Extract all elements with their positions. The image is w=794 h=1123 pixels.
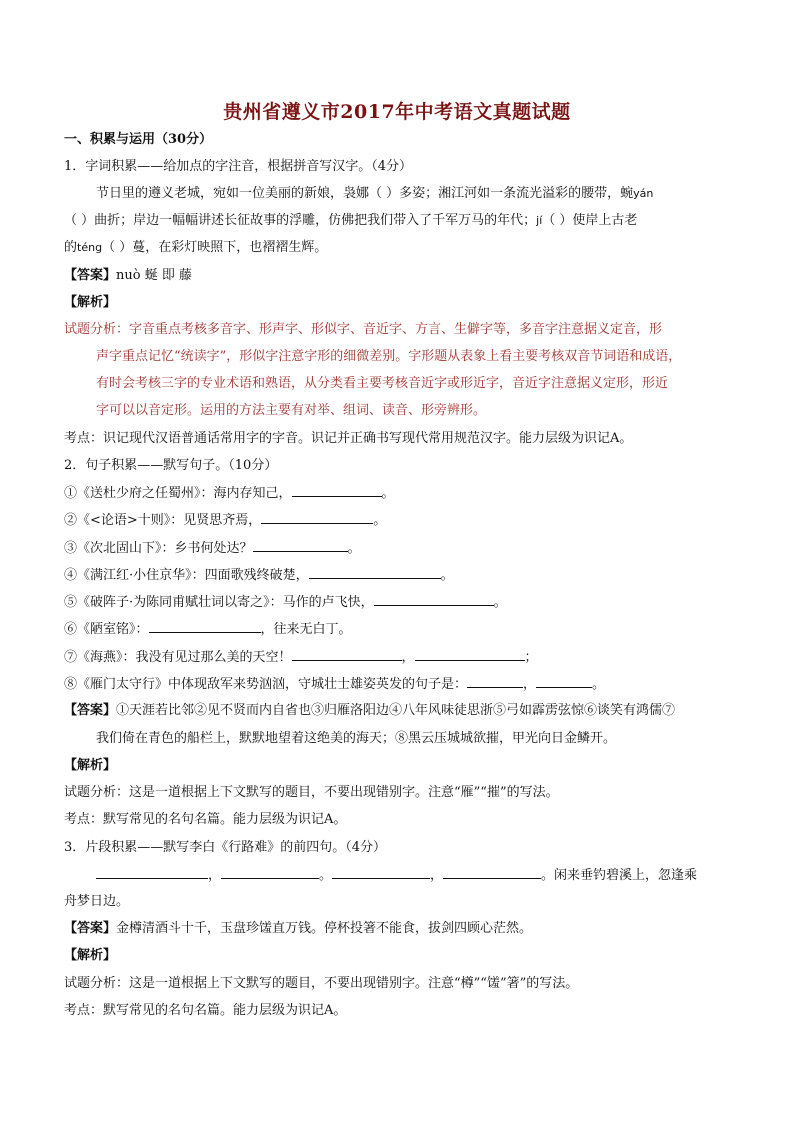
answer-blank[interactable] bbox=[374, 593, 494, 606]
answer-text: ①天涯若比邻②见不贤而内自省也③归雁洛阳边④八年风味徒思浙⑤弓如霹雳弦惊⑥谈笑有鸿儒⑦ bbox=[116, 703, 676, 718]
answer-blank[interactable] bbox=[96, 866, 208, 879]
analysis-text: 试题分析：这是一道根据上下文默写的题目，不要出现错别字。注意“雁”“摧”的写法。 bbox=[64, 785, 559, 800]
pinyin: jí bbox=[536, 214, 543, 227]
item-text: 。 bbox=[373, 513, 387, 528]
item-text: 。 bbox=[440, 568, 454, 583]
exam-point: 考点：默写常见的名句名篇。能力层级为识记A。 bbox=[64, 812, 347, 827]
item-text: ⑧《雁门太守行》中体现敌军来势汹汹，守城壮士雄姿英发的句子是： bbox=[64, 677, 468, 692]
pinyin: yán bbox=[633, 187, 654, 200]
answer-blank[interactable] bbox=[309, 566, 441, 579]
passage-text: （ ）蔓，在彩灯映照下，也褶褶生辉。 bbox=[102, 240, 328, 255]
item-text: 。 bbox=[319, 868, 333, 883]
exam-point: 考点：默写常见的名句名篇。能力层级为识记A。 bbox=[64, 1003, 347, 1018]
analysis-label: 【解析】 bbox=[64, 948, 117, 963]
item-text: ，往来无白丁。 bbox=[260, 622, 352, 637]
item-text: ， bbox=[430, 868, 444, 883]
answer-blank[interactable] bbox=[332, 866, 430, 879]
q1-passage-line bbox=[64, 239, 327, 257]
answer-text: 金樽清酒斗十千，玉盘珍馐直万钱。停杯投箸不能食，拔剑四顾心茫然。 bbox=[116, 921, 533, 936]
q2-item bbox=[64, 593, 507, 612]
item-text: ②《<论语>十则》：见贤思齐焉， bbox=[64, 513, 262, 528]
analysis-text: 有时会考核三字的专业术语和熟语，从分类看主要考核音近字或形近字，音近字注意据义定形，形近 bbox=[96, 376, 669, 391]
q3-blanks-line bbox=[96, 866, 697, 885]
exam-point: 考点：识记现代汉语普通话常用字的字音。识记并正确书写现代常用规范汉字。能力层级为识记A。 bbox=[64, 431, 633, 446]
analysis-text: 声字重点记忆“统读字”，形似字注意字形的细微差别。字形题从表象上看主要考核双音节词语和成语， bbox=[96, 349, 682, 364]
item-text: ， bbox=[208, 868, 222, 883]
answer-label: 【答案】 bbox=[64, 703, 117, 718]
answer-blank[interactable] bbox=[467, 675, 523, 688]
q2-answer bbox=[64, 702, 675, 720]
q3-line: 舟梦日边。 bbox=[64, 894, 130, 909]
item-text: ③《次北固山下》：乡书何处达？ bbox=[64, 541, 253, 556]
answer-text: 我们倚在青色的船栏上，默默地望着这绝美的海天；⑧黑云压城城欲摧，甲光向日金鳞开。 bbox=[96, 731, 617, 746]
q2-item bbox=[64, 675, 605, 694]
answer-blank[interactable] bbox=[149, 620, 261, 633]
item-text: ； bbox=[524, 650, 538, 665]
item-text: 。 bbox=[493, 595, 507, 610]
q3-stem: 3．片段积累——默写李白《行路难》的前四句。（4分） bbox=[64, 840, 387, 855]
answer-blank[interactable] bbox=[261, 511, 373, 524]
answer-blank[interactable] bbox=[292, 648, 402, 661]
q1-passage-line bbox=[64, 212, 637, 230]
passage-text: （ ）曲折；岸边一幅幅讲述长征故事的浮雕，仿佛把我们带入了千军万马的年代； bbox=[64, 213, 537, 228]
answer-label: 【答案】 bbox=[64, 268, 117, 283]
analysis-text: 字可以以音定形。运用的方法主要有对举、组词、读音、形旁辨形。 bbox=[96, 403, 487, 418]
answer-blank[interactable] bbox=[253, 539, 348, 552]
answer-blank[interactable] bbox=[292, 484, 382, 497]
analysis-label: 【解析】 bbox=[64, 758, 117, 773]
q2-stem: 2．句子积累——默写句子。（10分） bbox=[64, 458, 278, 473]
q2-item bbox=[64, 484, 395, 503]
item-text: 。 bbox=[347, 541, 361, 556]
q2-item bbox=[64, 511, 386, 530]
q3-answer bbox=[64, 920, 532, 938]
analysis-label: 【解析】 bbox=[64, 295, 117, 310]
answer-label: 【答案】 bbox=[64, 921, 117, 936]
item-text: 。闲来垂钓碧溪上，忽逢乘 bbox=[541, 868, 698, 883]
item-text: ， bbox=[401, 650, 415, 665]
analysis-text: 试题分析：这是一道根据上下文默写的题目，不要出现错别字。注意“樽”“馐”箸”的写法。 bbox=[64, 976, 579, 991]
q1-stem: 1．字词积累——给加点的字注音，根据拼音写汉字。（4分） bbox=[64, 159, 413, 174]
q2-item bbox=[64, 648, 538, 667]
item-text: ⑥《陋室铭》： bbox=[64, 622, 149, 637]
q1-passage-line bbox=[96, 185, 653, 203]
item-text: ⑦《海燕》：我没有见过那么美的天空！ bbox=[64, 650, 292, 665]
section-heading: 一、积累与运用（30分） bbox=[64, 132, 213, 147]
q2-item bbox=[64, 566, 454, 585]
item-text: ①《送杜少府之任蜀州》：海内存知己， bbox=[64, 486, 292, 501]
q2-item bbox=[64, 620, 352, 639]
page-title: 贵州省遵义市2017年中考语文真题试题 bbox=[223, 101, 571, 123]
answer-blank[interactable] bbox=[536, 675, 592, 688]
item-text: ⑤《破阵子·为陈同甫赋壮词以寄之》：马作的卢飞快， bbox=[64, 595, 374, 610]
passage-text: （ ）使岸上古老 bbox=[542, 213, 638, 228]
item-text: 。 bbox=[592, 677, 606, 692]
answer-blank[interactable] bbox=[443, 866, 541, 879]
answer-text: nuò 蜒 即 藤 bbox=[116, 268, 192, 283]
analysis-text: 试题分析：字音重点考核多音字、形声字、形似字、音近字、方言、生僻字等，多音字注意据义定音，形 bbox=[64, 322, 663, 337]
item-text: ， bbox=[523, 677, 537, 692]
answer-blank[interactable] bbox=[221, 866, 319, 879]
pinyin: téng bbox=[77, 241, 103, 254]
item-text: ④《满江红·小住京华》：四面歌残终破楚， bbox=[64, 568, 309, 583]
answer-blank[interactable] bbox=[415, 648, 525, 661]
item-text: 。 bbox=[381, 486, 395, 501]
passage-text: 的 bbox=[64, 240, 78, 255]
passage-text: 节日里的遵义老城，宛如一位美丽的新娘，袅娜（ ）多姿；湘江河如一条流光溢彩的腰带，蜿 bbox=[96, 186, 634, 201]
q1-answer bbox=[64, 267, 192, 285]
q2-item bbox=[64, 539, 361, 558]
